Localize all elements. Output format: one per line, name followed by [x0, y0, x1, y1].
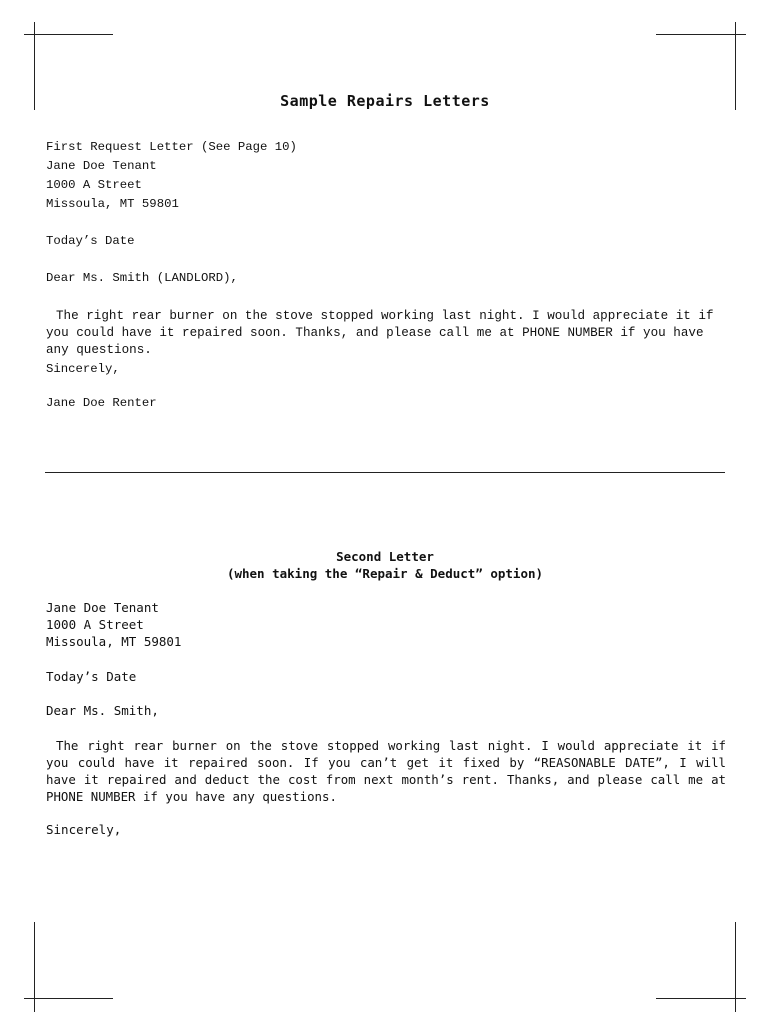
letter2-name: Jane Doe Tenant: [46, 600, 159, 615]
letter1-date: Today’s Date: [46, 234, 135, 248]
letter1-heading: First Request Letter (See Page 10): [46, 140, 297, 154]
letter2-closing: Sincerely,: [46, 822, 122, 837]
letter2-heading: Second Letter: [336, 549, 434, 564]
crop-mark-bottom-left-h: [24, 998, 113, 999]
letter1-street: 1000 A Street: [46, 178, 142, 192]
crop-mark-top-left-h: [24, 34, 113, 35]
letter1-name: Jane Doe Tenant: [46, 159, 157, 173]
letter1-signature: Jane Doe Renter: [46, 396, 157, 410]
letter1-city: Missoula, MT 59801: [46, 197, 179, 211]
letter1-closing: Sincerely,: [46, 362, 120, 376]
letter2-city: Missoula, MT 59801: [46, 634, 182, 649]
letter2-date: Today’s Date: [46, 669, 137, 684]
crop-mark-bottom-right-v: [735, 922, 736, 1012]
letter2-street: 1000 A Street: [46, 617, 144, 632]
page-title: Sample Repairs Letters: [280, 92, 490, 110]
crop-mark-top-right-h: [656, 34, 746, 35]
crop-mark-bottom-right-h: [656, 998, 746, 999]
letter2-subheading: (when taking the “Repair & Deduct” option): [226, 566, 544, 581]
letter1-body: The right rear burner on the stove stopped working last night. I would appreciate it if you could have it repaired soon. Thanks, and please call me at PHONE NUMBER if you have any questions.: [46, 309, 714, 357]
crop-mark-bottom-left-v: [34, 922, 35, 1012]
letter1-salutation: Dear Ms. Smith (LANDLORD),: [46, 271, 238, 285]
section-divider: [45, 472, 725, 473]
letter2-body: The right rear burner on the stove stopped working last night. I would appreciate it if you could have it repaired soon. If you can’t get it fixed by “REASONABLE DATE”, I will have it repaired and deduct the cost from next month’s rent. Thanks, and please call me at PHONE NUMBER if you have any questions.: [46, 738, 726, 804]
letter2-salutation: Dear Ms. Smith,: [46, 703, 159, 718]
